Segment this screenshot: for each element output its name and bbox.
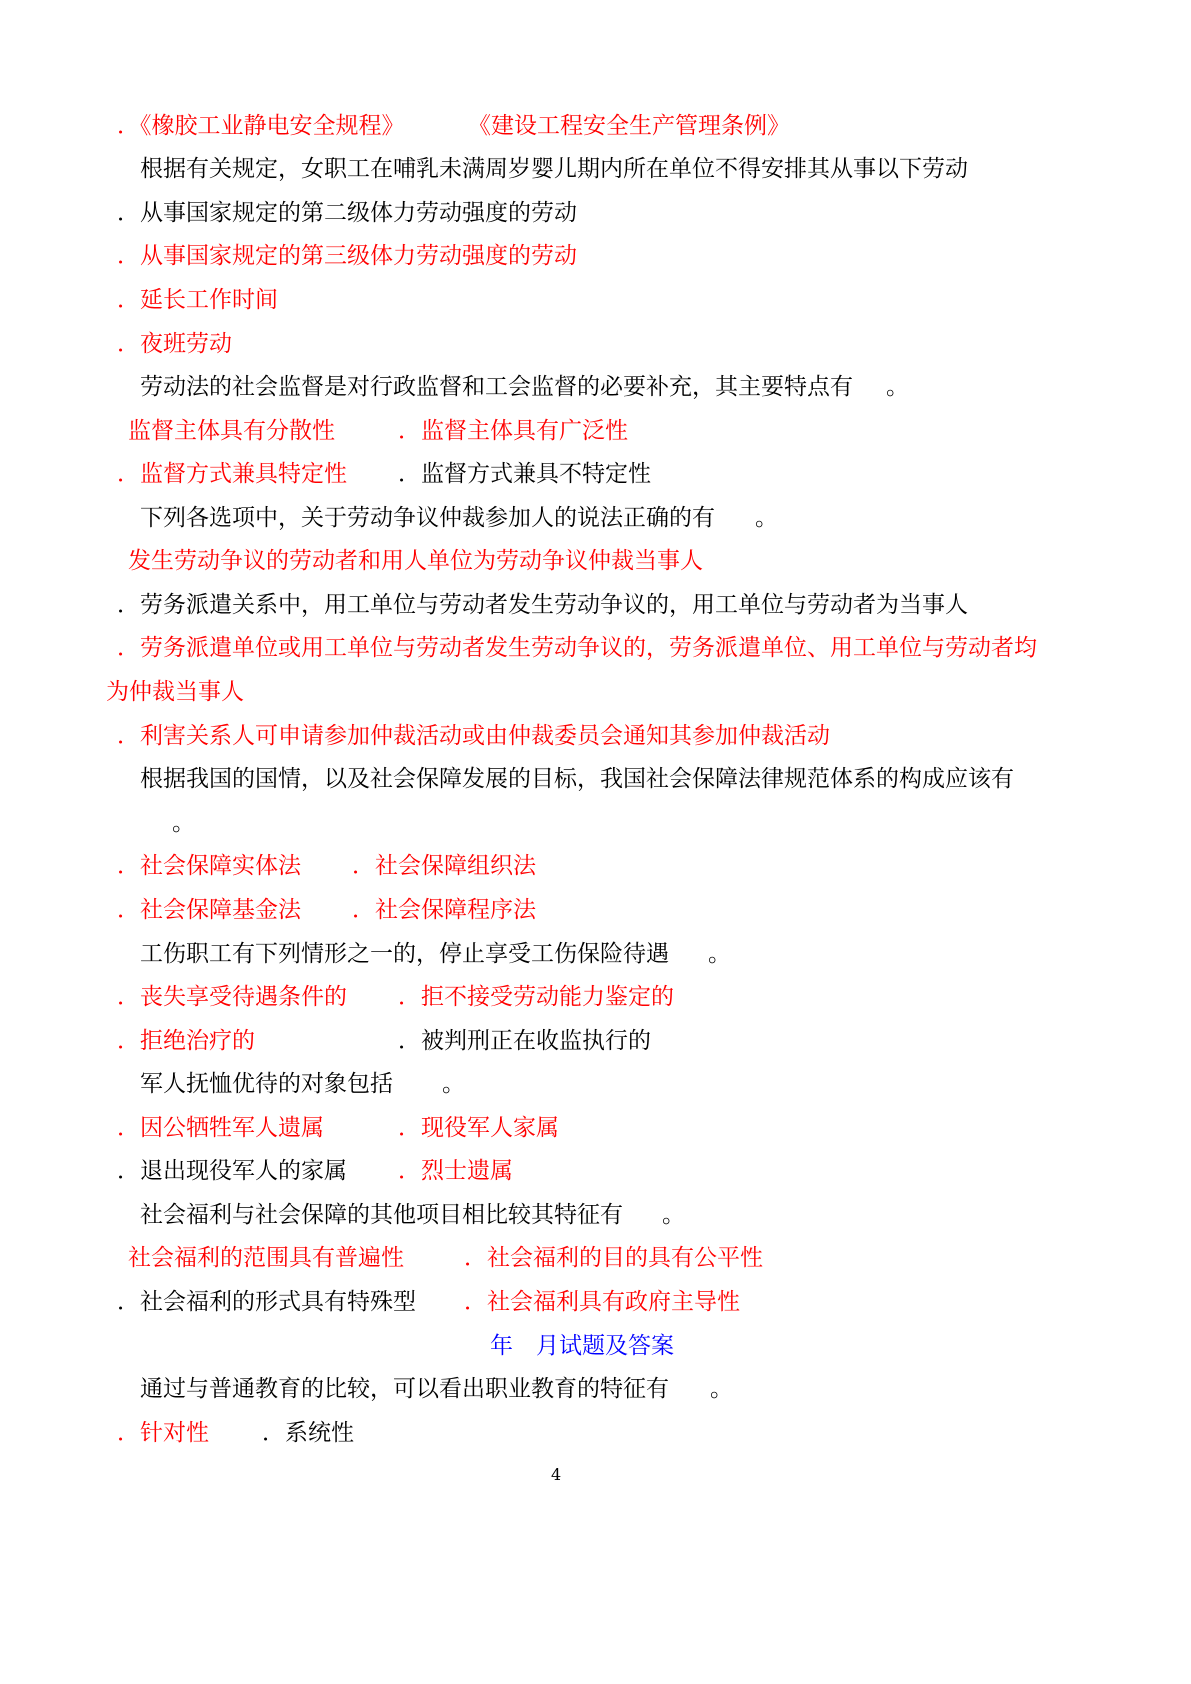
option-text: ．社会福利的目的具有公平性 xyxy=(464,1245,763,1271)
question-blank-end: 。 xyxy=(886,374,909,400)
option-text: 社会福利的范围具有普遍性 xyxy=(128,1245,404,1271)
option-text: ．监督方式兼具不特定性 xyxy=(398,461,651,487)
option-text: ．因公牺牲军人遗属 xyxy=(117,1115,324,1141)
option-text: ．现役军人家属 xyxy=(398,1115,559,1141)
question-text: 通过与普通教育的比较，可以看出职业教育的特征有 xyxy=(140,1376,669,1402)
question-text: 下列各选项中，关于劳动争议仲裁参加人的说法正确的有 xyxy=(140,505,715,531)
question-blank-end: 。 xyxy=(172,810,195,836)
option-text: 发生劳动争议的劳动者和用人单位为劳动争议仲裁当事人 xyxy=(128,548,703,574)
section-heading: 年 月试题及答案 xyxy=(490,1333,674,1359)
option-text: ．夜班劳动 xyxy=(117,331,232,357)
option-text: 监督主体具有分散性 xyxy=(128,418,335,444)
option-text: ．被判刑正在收监执行的 xyxy=(398,1028,651,1054)
question-blank-end: 。 xyxy=(708,941,731,967)
option-text: ．社会保障基金法 xyxy=(117,897,301,923)
option-text: ．从事国家规定的第三级体力劳动强度的劳动 xyxy=(117,243,577,269)
option-text: ．系统性 xyxy=(262,1420,354,1446)
option-text: ．社会保障实体法 xyxy=(117,853,301,879)
question-text: 社会福利与社会保障的其他项目相比较其特征有 xyxy=(140,1202,623,1228)
option-text: ．延长工作时间 xyxy=(117,287,278,313)
option-text: ．劳务派遣单位或用工单位与劳动者发生劳动争议的，劳务派遣单位、用工单位与劳动者均 xyxy=(117,635,1037,661)
option-text: ．社会福利具有政府主导性 xyxy=(464,1289,740,1315)
option-text: ．丧失享受待遇条件的 xyxy=(117,984,347,1010)
option-text: ．社会福利的形式具有特殊型 xyxy=(117,1289,416,1315)
option-text: ．拒绝治疗的 xyxy=(117,1028,255,1054)
option-text: ．《橡胶工业静电安全规程》 xyxy=(117,113,405,139)
option-text: ．从事国家规定的第二级体力劳动强度的劳动 xyxy=(117,200,577,226)
question-text: 劳动法的社会监督是对行政监督和工会监督的必要补充，其主要特点有 xyxy=(140,374,853,400)
option-text: ．烈士遗属 xyxy=(398,1158,513,1184)
option-text: 《建设工程安全生产管理条例》 xyxy=(468,113,790,139)
question-text: 根据我国的国情，以及社会保障发展的目标，我国社会保障法律规范体系的构成应该有 xyxy=(140,766,1014,792)
option-text: ．劳务派遣关系中，用工单位与劳动者发生劳动争议的，用工单位与劳动者为当事人 xyxy=(117,592,968,618)
question-text: 军人抚恤优待的对象包括 xyxy=(140,1071,393,1097)
option-text: ．监督主体具有广泛性 xyxy=(398,418,628,444)
option-text: ．拒不接受劳动能力鉴定的 xyxy=(398,984,674,1010)
option-text: ．针对性 xyxy=(117,1420,209,1446)
option-text: ．退出现役军人的家属 xyxy=(117,1158,347,1184)
question-text: 工伤职工有下列情形之一的，停止享受工伤保险待遇 xyxy=(140,941,669,967)
option-text: ．社会保障程序法 xyxy=(352,897,536,923)
question-blank-end: 。 xyxy=(442,1071,465,1097)
option-text: ．利害关系人可申请参加仲裁活动或由仲裁委员会通知其参加仲裁活动 xyxy=(117,723,830,749)
page-number: 4 xyxy=(551,1465,562,1484)
option-text: 为仲裁当事人 xyxy=(106,679,244,705)
question-blank-end: 。 xyxy=(662,1202,685,1228)
option-text: ．社会保障组织法 xyxy=(352,853,536,879)
question-blank-end: 。 xyxy=(710,1376,733,1402)
option-text: ．监督方式兼具特定性 xyxy=(117,461,347,487)
question-text: 根据有关规定，女职工在哺乳未满周岁婴儿期内所在单位不得安排其从事以下劳动 xyxy=(140,156,968,182)
question-blank-end: 。 xyxy=(755,505,778,531)
